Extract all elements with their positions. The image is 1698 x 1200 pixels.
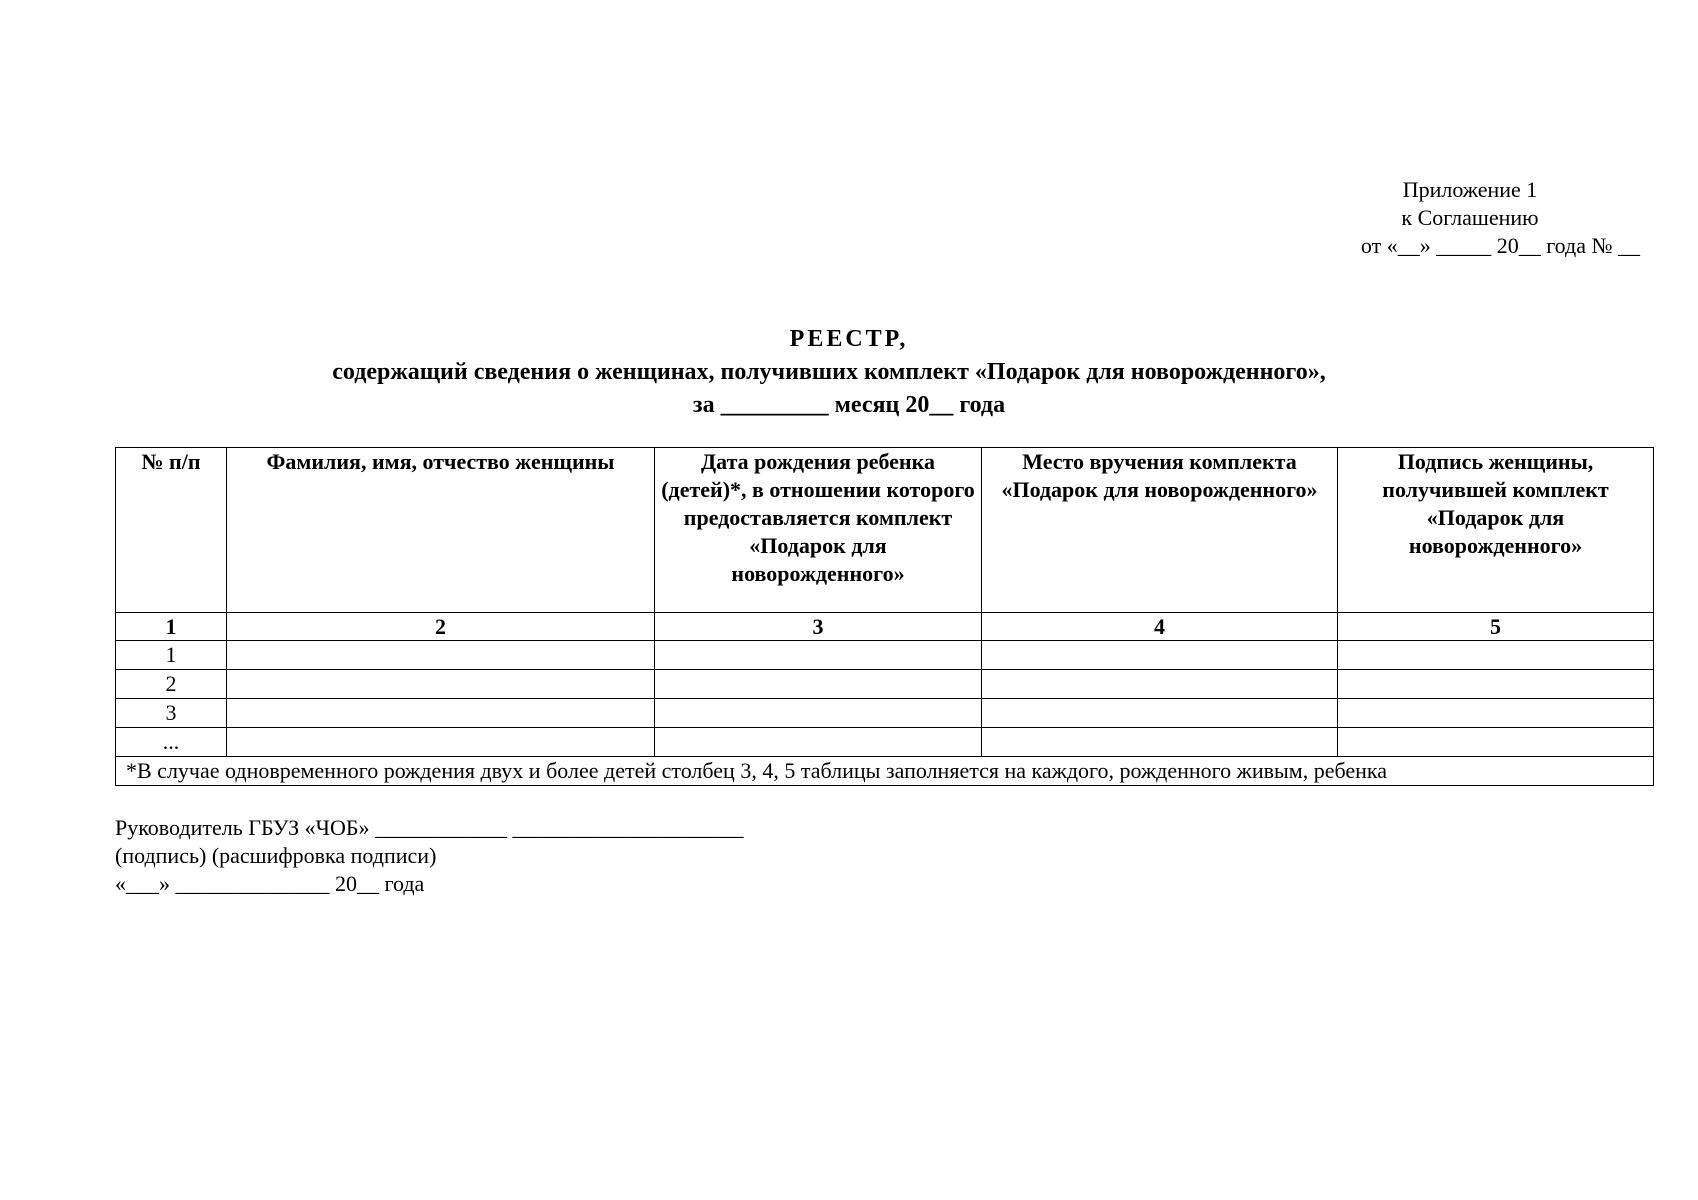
table-cell <box>227 699 655 728</box>
table-header-row <box>116 448 1654 613</box>
table-row <box>116 641 1654 670</box>
appendix-title: Приложение 1 <box>1402 177 1538 202</box>
table-cell <box>227 670 655 699</box>
appendix-agreement: к Соглашению <box>1401 205 1539 230</box>
table-cell <box>982 728 1338 757</box>
footnote-row <box>116 757 1654 786</box>
table-cell <box>982 699 1338 728</box>
table-cell <box>1338 728 1654 757</box>
table-cell <box>227 641 655 670</box>
appendix-date-number: от «__» _____ 20__ года № __ <box>1360 233 1640 258</box>
table-cell <box>655 670 982 699</box>
signature-caption: (подпись) (расшифровка подписи) <box>115 843 437 868</box>
title-registry: РЕЕСТР, <box>789 326 909 352</box>
table-cell <box>1338 699 1654 728</box>
column-number-row <box>116 613 1654 641</box>
table-cell <box>655 699 982 728</box>
column-number: 3 <box>655 613 982 641</box>
column-number: 5 <box>1338 613 1654 641</box>
table-row <box>116 699 1654 728</box>
header-signature: Подпись женщины, получившей комплект «Подарок для новорожденного» <box>1338 448 1654 613</box>
row-number: 1 <box>116 641 227 670</box>
header-full-name: Фамилия, имя, отчество женщины <box>227 448 655 613</box>
title-period: за _________ месяц 20__ года <box>692 392 1006 418</box>
title-subtitle: содержащий сведения о женщинах, получивших комплект «Подарок для новорожденного», <box>332 359 1326 385</box>
registry-table <box>115 447 1654 786</box>
row-number: 2 <box>116 670 227 699</box>
row-number: ... <box>116 728 227 757</box>
table-cell <box>1338 641 1654 670</box>
signature-date: «___» ______________ 20__ года <box>115 871 425 896</box>
row-number: 3 <box>116 699 227 728</box>
table-cell <box>1338 670 1654 699</box>
table-row <box>116 670 1654 699</box>
column-number: 1 <box>116 613 227 641</box>
column-number: 4 <box>982 613 1338 641</box>
table-cell <box>982 641 1338 670</box>
header-birth-date: Дата рождения ребенка (детей)*, в отношении которого предоставляется комплект «Подарок для новорожденного» <box>655 448 982 613</box>
table-cell <box>655 728 982 757</box>
table-cell <box>655 641 982 670</box>
signature-block <box>115 814 743 898</box>
table-cell <box>982 670 1338 699</box>
table-footnote: *В случае одновременного рождения двух и более детей столбец 3, 4, 5 таблицы заполняется на каждого, рожденного живым, ребенка <box>116 757 1654 786</box>
table-row <box>116 728 1654 757</box>
column-number: 2 <box>227 613 655 641</box>
appendix-header <box>1300 176 1640 260</box>
header-number: № п/п <box>116 448 227 613</box>
table-cell <box>227 728 655 757</box>
header-delivery-place: Место вручения комплекта «Подарок для новорожденного» <box>982 448 1338 613</box>
document-title <box>0 323 1698 422</box>
signature-head-line: Руководитель ГБУЗ «ЧОБ» ____________ _____________________ <box>115 815 744 840</box>
